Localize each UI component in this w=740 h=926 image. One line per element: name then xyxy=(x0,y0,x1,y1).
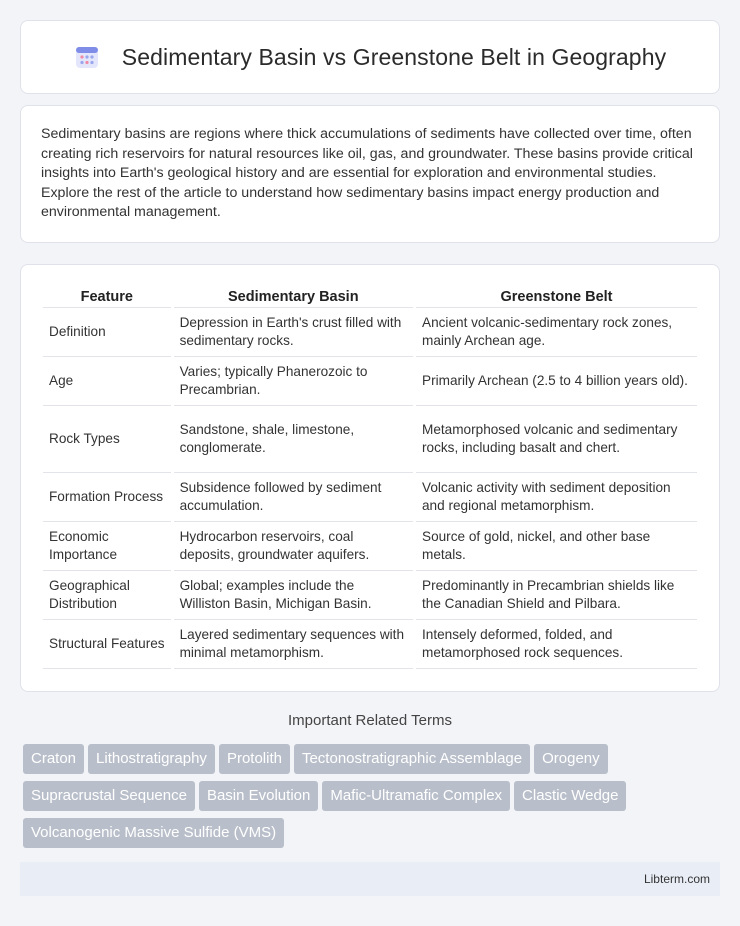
related-term-tag[interactable]: Volcanogenic Massive Sulfide (VMS) xyxy=(23,818,284,848)
feature-cell: Geographical Distribution xyxy=(43,571,171,620)
feature-cell: Formation Process xyxy=(43,473,171,522)
greenstone-cell: Source of gold, nickel, and other base metals. xyxy=(416,522,697,571)
calendar-grid-icon xyxy=(74,44,100,70)
footer-site-link[interactable]: Libterm.com xyxy=(643,872,710,886)
greenstone-cell: Intensely deformed, folded, and metamorphosed rock sequences. xyxy=(416,620,697,669)
related-term-tag[interactable]: Basin Evolution xyxy=(199,781,318,811)
greenstone-cell: Predominantly in Precambrian shields like the Canadian Shield and Pilbara. xyxy=(416,571,697,620)
table-row xyxy=(43,406,697,473)
sedimentary-cell: Hydrocarbon reservoirs, coal deposits, groundwater aquifers. xyxy=(174,522,413,571)
sedimentary-cell: Layered sedimentary sequences with minimal metamorphism. xyxy=(174,620,413,669)
table-row xyxy=(43,473,697,522)
table-row xyxy=(43,571,697,620)
related-term-tag[interactable]: Orogeny xyxy=(534,744,608,774)
table-row xyxy=(43,620,697,669)
table-row xyxy=(43,522,697,571)
greenstone-cell: Metamorphosed volcanic and sedimentary rocks, including basalt and chert. xyxy=(416,406,697,473)
related-term-tag[interactable]: Craton xyxy=(23,744,84,774)
sedimentary-cell: Sandstone, shale, limestone, conglomerate. xyxy=(174,406,413,473)
related-term-tag[interactable]: Supracrustal Sequence xyxy=(23,781,195,811)
intro-text: Sedimentary basins are regions where thick accumulations of sediments have collected over time, often creating rich reservoirs for natural resources like oil, gas, and groundwater. These basins provide critical insights into Earth's geological history and are essential for exploration and environmental studies. Explore the rest of the article to understand how sedimentary basins impact energy production and environmental management. xyxy=(41,126,693,221)
sedimentary-cell: Subsidence followed by sediment accumulation. xyxy=(174,473,413,522)
sedimentary-cell: Varies; typically Phanerozoic to Precambrian. xyxy=(174,357,413,406)
comparison-table xyxy=(40,286,700,669)
greenstone-cell: Volcanic activity with sediment deposition and regional metamorphism. xyxy=(416,473,697,522)
feature-cell: Structural Features xyxy=(43,620,171,669)
table-row xyxy=(43,308,697,357)
greenstone-cell: Ancient volcanic-sedimentary rock zones, mainly Archean age. xyxy=(416,308,697,357)
sedimentary-cell: Global; examples include the Williston Basin, Michigan Basin. xyxy=(174,571,413,620)
greenstone-cell: Primarily Archean (2.5 to 4 billion years old). xyxy=(416,357,697,406)
table-row xyxy=(43,357,697,406)
related-term-tag[interactable]: Protolith xyxy=(219,744,290,774)
feature-cell: Definition xyxy=(43,308,171,357)
intro-card xyxy=(20,105,720,243)
related-terms-list xyxy=(23,744,723,855)
page-title: Sedimentary Basin vs Greenstone Belt in Geography xyxy=(121,43,667,70)
footer xyxy=(20,862,720,896)
header-feature: Feature xyxy=(43,286,171,308)
header-greenstone-belt: Greenstone Belt xyxy=(416,286,697,308)
comparison-card xyxy=(20,264,720,692)
header-sedimentary-basin: Sedimentary Basin xyxy=(174,286,413,308)
feature-cell: Age xyxy=(43,357,171,406)
sedimentary-cell: Depression in Earth's crust filled with sedimentary rocks. xyxy=(174,308,413,357)
related-terms-heading: Important Related Terms xyxy=(288,712,452,729)
table-header-row xyxy=(43,286,697,308)
feature-cell: Rock Types xyxy=(43,406,171,473)
related-term-tag[interactable]: Mafic-Ultramafic Complex xyxy=(322,781,510,811)
related-term-tag[interactable]: Tectonostratigraphic Assemblage xyxy=(294,744,530,774)
feature-cell: Economic Importance xyxy=(43,522,171,571)
title-card xyxy=(20,20,720,94)
related-term-tag[interactable]: Clastic Wedge xyxy=(514,781,626,811)
related-term-tag[interactable]: Lithostratigraphy xyxy=(88,744,215,774)
